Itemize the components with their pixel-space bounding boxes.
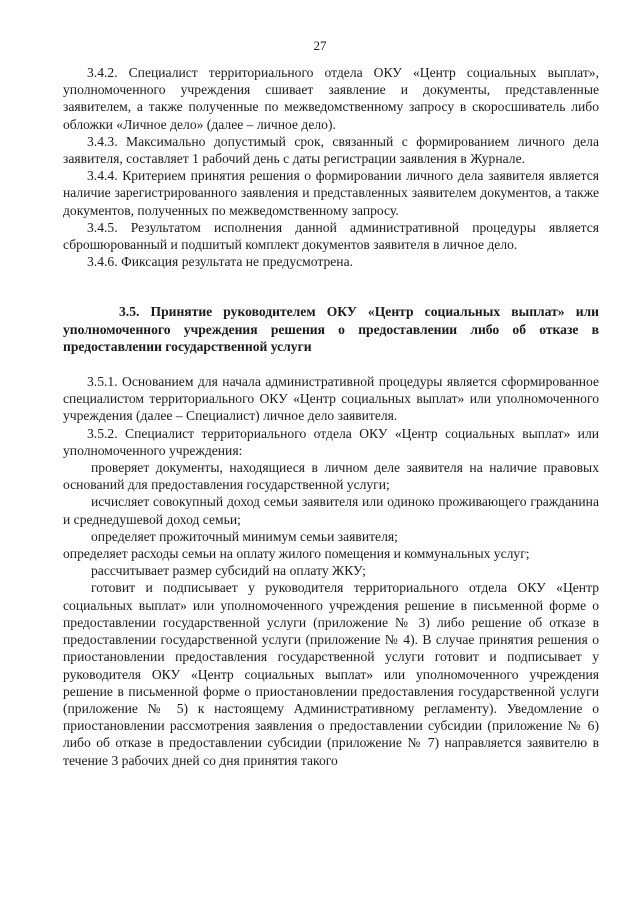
paragraph-3-4-4: 3.4.4. Критерием принятия решения о формировании личного дела заявителя является наличие зарегистрированного заявления и представленных заявителем документов, а также документов, полученных по межведомственному запросу. [63,168,599,218]
list-item-subsistence-minimum: определяет прожиточный минимум семьи заявителя; [91,528,398,544]
page-number: 27 [313,38,327,53]
paragraph-3-4-3: 3.4.3. Максимально допустимый срок, связанный с формированием личного дела заявителя, составляет 1 рабочий день с даты регистрации заявления в Журнале. [63,133,599,167]
paragraph-3-5-2: 3.5.2. Специалист территориального отдела ОКУ «Центр социальных выплат» или уполномоченного учреждения: [63,425,599,458]
document-body [63,64,599,769]
list-item-housing-expenses: определяет расходы семьи на оплату жилого помещения и коммунальных услуг; [63,546,530,562]
paragraph-3-4-5: 3.4.5. Результатом исполнения данной административной процедуры является сброшюрованный и подшитый комплект документов заявителя в личное дело. [63,219,599,253]
paragraph-3-4-2: 3.4.2. Специалист территориального отдела ОКУ «Центр социальных выплат», уполномоченного учреждения сшивает заявление и документы, представленные заявителем, а также полученные по межведомственному запросу в скоросшиватель либо обложки «Личное дело» (далее – личное дело). [63,65,599,132]
heading-spacer [63,355,599,373]
list-item-checks-documents: проверяет документы, находящиеся в личном деле заявителя на наличие правовых оснований для предоставления государственной услуги; [63,460,599,493]
section-heading-3-5: 3.5. Принятие руководителем ОКУ «Центр социальных выплат» или уполномоченного учреждения решения о предоставлении либо об отказе в предоставлении государственной услуги [63,304,599,354]
paragraph-3-5-1: 3.5.1. Основанием для начала административной процедуры является сформированное специалистом территориального ОКУ «Центр социальных выплат» или уполномоченного учреждения (далее – Специалист) личное дело заявителя. [63,374,599,424]
paragraph-3-4-6: 3.4.6. Фиксация результата не предусмотрена. [87,254,354,270]
section-spacer [63,270,599,303]
list-item-calculates-income: исчисляет совокупный доход семьи заявителя или одиноко проживающего гражданина и среднедушевой доход семьи; [63,494,599,527]
list-item-prepares-decision: готовит и подписывает у руководителя территориального отдела ОКУ «Центр социальных выплат» или уполномоченного учреждения решение в письменной форме о предоставлении государственной услуги (приложение № 3) либо решение об отказе в предоставлении государственной услуги (приложение № 4). В случае принятия решения о приостановлении предоставления государственной услуги готовит и подписывает у руководителя ОКУ «Центр социальных выплат» или уполномоченного учреждения решение в письменной форме о приостановлении предоставления государственной услуги (приложение № 5) к настоящему Административному регламенту). Уведомление о приостановлении рассмотрения заявления о предоставлении субсидии (приложение № 6) либо об отказе в предоставлении субсидии (приложение № 7) направляется заявителю в течение 3 рабочих дней со дня принятия такого [63,580,599,768]
list-item-subsidy-amount: рассчитывает размер субсидий на оплату ЖКУ; [91,563,366,579]
